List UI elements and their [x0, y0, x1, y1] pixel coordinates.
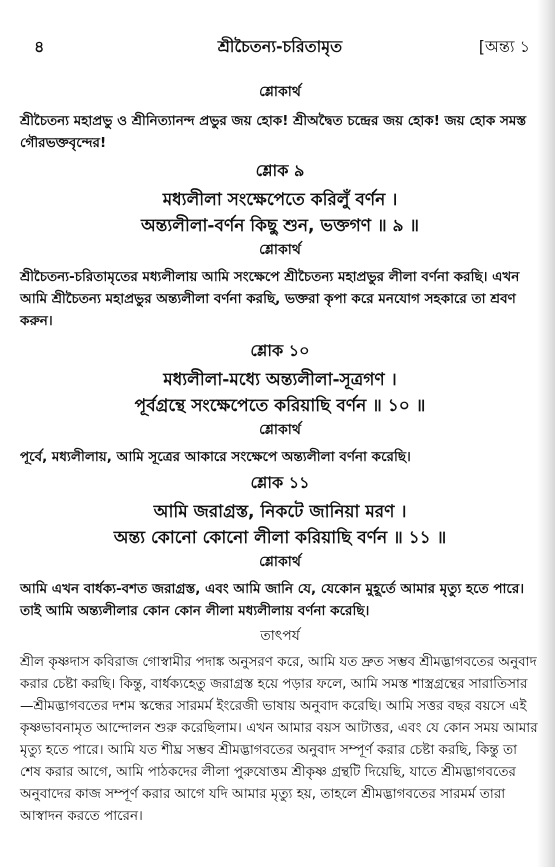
book-page	[20, 0, 540, 867]
translation-text: আমি এখন বার্ধক্য-বশত জরাগ্রস্ত, এবং আমি জানি যে, যেকোন মুহূর্তে আমার মৃত্যু হতে পারে। তাই আমি অন্ত্যলীলার কোন কোন লীলা মধ্যলীলায় বর্ণনা করেছি।	[20, 581, 525, 619]
verse-number: শ্লোক ১০	[250, 341, 310, 360]
verse-text	[20, 367, 540, 419]
translation-heading: শ্লোকার্থ	[259, 84, 301, 100]
translation-heading: শ্লোকার্থ	[259, 422, 301, 438]
page-header	[20, 34, 540, 56]
translation-block-10	[20, 418, 540, 468]
translation-block-11	[20, 550, 540, 622]
page-number: ৪	[34, 37, 45, 56]
verse-number: শ্লোক ৯	[255, 161, 305, 180]
running-title: শ্রীচৈতন্য-চরিতামৃত	[217, 37, 343, 56]
verse-line: অন্ত্য কোনো কোনো লীলা করিয়াছি বর্ণন ॥ ১১ ॥	[113, 528, 447, 548]
verse-line: অন্ত্যলীলা-বর্ণন কিছু শুন, ভক্তগণ ॥ ৯ ॥	[140, 216, 420, 236]
verse-line: পূর্বগ্রন্থে সংক্ষেপেতে করিয়াছি বর্ণন ॥ ১০ ॥	[134, 396, 426, 416]
purport-heading: তাৎপর্য	[260, 628, 300, 644]
verse-number: শ্লোক ১১	[250, 473, 310, 492]
translation-block-9	[20, 238, 540, 332]
verse-line: মধ্যলীলা সংক্ষেপেতে করিলুঁ বর্ণন ।	[162, 190, 398, 210]
verse-block-11	[20, 470, 540, 551]
verse-block-10	[20, 338, 540, 419]
verse-line: মধ্যলীলা-মধ্যে অন্ত্যলীলা-সূত্রগণ ।	[163, 370, 397, 390]
verse-text	[20, 499, 540, 551]
chapter-reference: [অন্ত্য ১	[478, 37, 530, 56]
purport-text: শ্রীল কৃষ্ণদাস কবিরাজ গোস্বামীর পদাঙ্ক অনুসরণ করে, আমি যত দ্রুত সম্ভব শ্রীমদ্ভাগবতের অনুবাদ করার চেষ্টা করছি। কিন্তু, বার্ধক্যহেতু জরাগ্রস্ত হয়ে পড়ার ফলে, আমি সমস্ত শাস্ত্রগ্রন্থের সারাতিসার—শ্রীমদ্ভাগবতের দশম স্কন্ধের সারমর্ম ইংরেজী ভাষায় অনুবাদ করেছি। আমি সত্তর বছর বয়সে এই কৃষ্ণভাবনামৃত আন্দোলন শুরু করেছিলাম। এখন আমার বয়স আটাত্তর, এবং যে কোন সময় আমার মৃত্যু হতে পারে। আমি যত শীঘ্র সম্ভব শ্রীমদ্ভাগবতের অনুবাদ সম্পূর্ণ করার চেষ্টা করছি, কিন্তু তা শেষ করার আগে, আমি পাঠকদের লীলা পুরুষোত্তম শ্রীকৃষ্ণ গ্রন্থটি দিয়েছি, যাতে শ্রীমদ্ভাগবতের অনুবাদের কাজ সম্পূর্ণ করার আগে যদি আমার মৃত্যু হয়, তাহলে শ্রীমদ্ভাগবতের সারমর্ম তারা আস্বাদন করতে পারেন।	[20, 654, 538, 824]
translation-text: শ্রীচৈতন্য-চরিতামৃতের মধ্যলীলায় আমি সংক্ষেপে শ্রীচৈতন্য মহাপ্রভুর লীলা বর্ণনা করছি। এখন আমি শ্রীচৈতন্য মহাপ্রভুর অন্ত্যলীলা বর্ণনা করছি, ভক্তরা কৃপা করে মনযোগ সহকারে তা শ্রবণ করুন।	[20, 269, 520, 329]
verse-block-9	[20, 158, 540, 239]
verse-line: আমি জরাগ্রস্ত, নিকটে জানিয়া মরণ ।	[153, 502, 407, 522]
purport-block	[20, 624, 540, 827]
translation-text: শ্রীচৈতন্য মহাপ্রভু ও শ্রীনিত্যানন্দ প্রভুর জয় হোক! শ্রীঅদ্বৈত চন্দ্রের জয় হোক! জয় হোক সমস্ত গৌরভক্তবৃন্দের!	[20, 113, 527, 151]
translation-heading: শ্লোকার্থ	[259, 554, 301, 570]
translation-text: পূর্বে, মধ্যলীলায়, আমি সূত্রের আকারে সংক্ষেপে অন্ত্যলীলা বর্ণনা করেছি।	[20, 449, 411, 465]
translation-block-8	[20, 80, 540, 154]
verse-text	[20, 187, 540, 239]
translation-heading: শ্লোকার্থ	[259, 242, 301, 258]
